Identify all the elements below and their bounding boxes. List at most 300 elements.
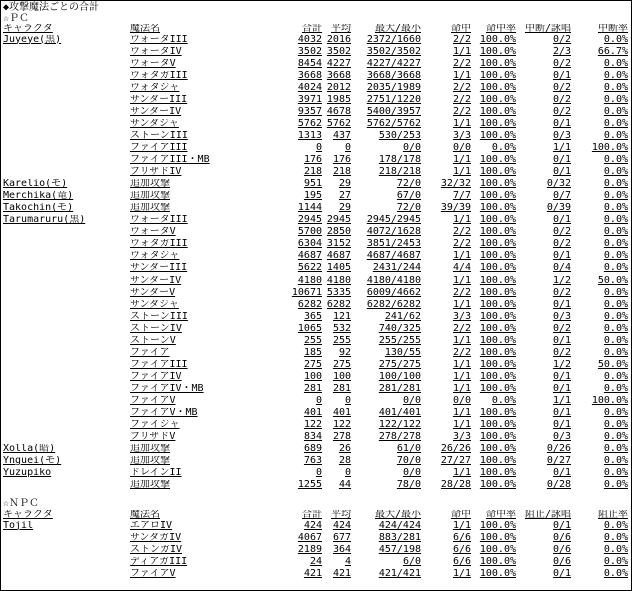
average-cell: 532: [332, 323, 351, 334]
average-cell: 6282: [326, 299, 351, 310]
total-cell: 1313: [297, 130, 322, 141]
interrupt-rate-cell: 0.0%: [603, 371, 628, 382]
hit-rate-cell: 100.0%: [479, 359, 516, 370]
max-min-cell: 883/281: [378, 532, 421, 543]
header-spell: 魔法名: [130, 510, 160, 520]
max-min-cell: 457/198: [378, 544, 421, 555]
header-hit: 命中: [451, 510, 471, 520]
average-cell: 4678: [326, 106, 351, 117]
max-min-cell: 122/122: [378, 420, 421, 431]
hit-rate-cell: 100.0%: [479, 347, 516, 358]
total-cell: 834: [303, 432, 322, 443]
report-title: ◆攻撃魔法ごとの合計: [3, 2, 100, 13]
hit-cell: 6/6: [452, 556, 471, 567]
spell-cell: 追加攻撃: [130, 203, 170, 214]
interrupt-rate-cell: 0.0%: [603, 323, 628, 334]
table-row: [1, 239, 631, 250]
average-cell: 278: [332, 432, 351, 443]
hit-rate-cell: 100.0%: [479, 383, 516, 394]
max-min-cell: 530/253: [378, 130, 421, 141]
max-min-cell: 255/255: [378, 335, 421, 346]
hit-cell: 2/2: [452, 347, 471, 358]
max-min-cell: 5400/3957: [366, 106, 421, 117]
total-cell: 0: [315, 142, 322, 153]
max-min-cell: 401/401: [378, 408, 421, 419]
total-cell: 10671: [291, 287, 322, 298]
interrupt-cast-cell: 1/2: [552, 359, 571, 370]
hit-rate-cell: 100.0%: [479, 82, 516, 93]
hit-rate-cell: 100.0%: [479, 46, 516, 57]
hit-rate-cell: 0.0%: [491, 142, 516, 153]
total-cell: 185: [303, 347, 322, 358]
table-row: [1, 408, 631, 419]
hit-rate-cell: 100.0%: [479, 444, 516, 455]
table-row: [1, 300, 631, 311]
max-min-cell: 2035/1989: [366, 82, 421, 93]
hit-rate-cell: 100.0%: [479, 532, 516, 543]
max-min-cell: 218/218: [378, 167, 421, 178]
spell-cell: ストーンIII: [130, 311, 188, 322]
total-cell: 6304: [297, 239, 322, 250]
interrupt-rate-cell: 0.0%: [603, 456, 628, 467]
hit-rate-cell: 100.0%: [479, 263, 516, 274]
hit-rate-cell: 100.0%: [479, 275, 516, 286]
hit-rate-cell: 100.0%: [479, 118, 516, 129]
max-min-cell: 130/55: [384, 347, 421, 358]
table-row: [1, 480, 631, 491]
interrupt-rate-cell: 0.0%: [603, 82, 628, 93]
table-row: [1, 227, 631, 238]
average-cell: 92: [338, 347, 351, 358]
interrupt-rate-cell: 0.0%: [603, 34, 628, 45]
table-row: [1, 167, 631, 178]
table-row: [1, 47, 631, 58]
interrupt-cast-cell: 1/1: [552, 142, 571, 153]
hit-rate-cell: 100.0%: [479, 287, 516, 298]
interrupt-rate-cell: 0.0%: [603, 468, 628, 479]
hit-cell: 1/1: [452, 335, 471, 346]
header-block-rate: 阻止率: [598, 510, 628, 520]
total-cell: 176: [303, 155, 322, 165]
average-cell: 3152: [326, 239, 351, 250]
hit-cell: 1/1: [452, 520, 471, 531]
max-min-cell: 178/178: [378, 155, 421, 165]
interrupt-cast-cell: 0/2: [552, 106, 571, 117]
max-min-cell: 3668/3668: [366, 70, 421, 81]
max-min-cell: 2751/1220: [366, 94, 421, 105]
character-cell: Xolla(暗): [3, 444, 56, 455]
hit-cell: 6/6: [452, 544, 471, 555]
average-cell: 100: [332, 371, 351, 382]
table-row: [1, 191, 631, 202]
table-row: [1, 569, 631, 580]
hit-rate-cell: 100.0%: [479, 520, 516, 531]
total-cell: 0: [315, 396, 322, 406]
interrupt-cast-cell: 0/3: [552, 432, 571, 443]
hit-cell: 1/1: [452, 383, 471, 394]
header-hit: 命中: [451, 24, 471, 34]
header-spell: 魔法名: [130, 24, 160, 34]
max-min-cell: 2372/1660: [366, 34, 421, 45]
pc-header-row: [1, 24, 631, 35]
interrupt-cast-cell: 0/2: [552, 287, 571, 298]
hit-cell: 1/1: [452, 568, 471, 579]
total-cell: 2945: [297, 215, 322, 226]
table-row: [1, 384, 631, 395]
max-min-cell: 4180/4180: [366, 275, 421, 286]
header-block-cast: 阻止/詠唱: [524, 510, 571, 520]
interrupt-rate-cell: 0.0%: [603, 130, 628, 141]
interrupt-rate-cell: 0.0%: [603, 106, 628, 117]
total-cell: 4180: [297, 275, 322, 286]
header-max-min: 最大/最小: [374, 510, 421, 520]
average-cell: 4687: [326, 251, 351, 262]
interrupt-cast-cell: 0/1: [552, 371, 571, 382]
average-cell: 677: [332, 532, 351, 543]
hit-rate-cell: 100.0%: [479, 544, 516, 555]
max-min-cell: 0/0: [402, 142, 421, 153]
max-min-cell: 241/62: [384, 311, 421, 322]
table-row: [1, 143, 631, 154]
spell-cell: ウォタガIII: [130, 239, 188, 250]
table-row: [1, 288, 631, 299]
hit-rate-cell: 100.0%: [479, 106, 516, 117]
table-row: [1, 59, 631, 70]
average-cell: 4227: [326, 58, 351, 69]
total-cell: 424: [303, 520, 322, 531]
interrupt-cast-cell: 0/1: [552, 167, 571, 178]
table-row: [1, 336, 631, 347]
total-cell: 689: [303, 444, 322, 455]
spell-cell: 追加攻撃: [130, 191, 170, 202]
interrupt-rate-cell: 100.0%: [591, 396, 628, 406]
table-row: [1, 533, 631, 544]
total-cell: 281: [303, 383, 322, 394]
average-cell: 421: [332, 568, 351, 579]
header-average: 平均: [331, 24, 351, 34]
interrupt-rate-cell: 0.0%: [603, 203, 628, 214]
table-row: [1, 251, 631, 262]
spell-cell: ウォータIII: [130, 34, 188, 45]
interrupt-rate-cell: 0.0%: [603, 408, 628, 419]
total-cell: 4067: [297, 532, 322, 543]
average-cell: 3668: [326, 70, 351, 81]
max-min-cell: 4227/4227: [366, 58, 421, 69]
interrupt-cast-cell: 0/2: [552, 323, 571, 334]
average-cell: 401: [332, 408, 351, 419]
spell-cell: ストーンIV: [130, 323, 182, 334]
interrupt-rate-cell: 0.0%: [603, 155, 628, 165]
hit-cell: 4/4: [452, 263, 471, 274]
hit-rate-cell: 100.0%: [479, 420, 516, 431]
character-cell: Juyeye(黒): [3, 34, 62, 45]
interrupt-rate-cell: 0.0%: [603, 520, 628, 531]
header-character: キャラクタ: [3, 24, 53, 34]
interrupt-cast-cell: 1/2: [552, 275, 571, 286]
hit-rate-cell: 100.0%: [479, 239, 516, 250]
total-cell: 1255: [297, 480, 322, 491]
spell-cell: 追加攻撃: [130, 480, 170, 491]
max-min-cell: 281/281: [378, 383, 421, 394]
spell-cell: ファイアIII: [130, 359, 188, 370]
table-row: [1, 276, 631, 287]
hit-cell: 2/2: [452, 106, 471, 117]
hit-cell: 2/2: [452, 239, 471, 250]
max-min-cell: 740/325: [378, 323, 421, 334]
hit-rate-cell: 100.0%: [479, 432, 516, 443]
hit-rate-cell: 100.0%: [479, 203, 516, 214]
max-min-cell: 424/424: [378, 520, 421, 531]
max-min-cell: 275/275: [378, 359, 421, 370]
average-cell: 275: [332, 359, 351, 370]
table-row: [1, 557, 631, 568]
header-average: 平均: [331, 510, 351, 520]
hit-cell: 27/27: [440, 456, 471, 467]
table-row: [1, 521, 631, 532]
table-row: [1, 372, 631, 383]
table-row: [1, 444, 631, 455]
table-row: [1, 215, 631, 226]
interrupt-rate-cell: 66.7%: [597, 46, 628, 57]
average-cell: 2945: [326, 215, 351, 226]
interrupt-rate-cell: 0.0%: [603, 335, 628, 346]
spell-cell: ストンガIV: [130, 544, 183, 555]
total-cell: 255: [303, 335, 322, 346]
average-cell: 5335: [326, 287, 351, 298]
character-cell: Tojil: [3, 520, 34, 531]
total-cell: 3502: [297, 46, 322, 57]
interrupt-rate-cell: 0.0%: [603, 480, 628, 491]
table-row: [1, 131, 631, 142]
total-cell: 763: [303, 456, 322, 467]
hit-rate-cell: 100.0%: [479, 167, 516, 178]
hit-rate-cell: 100.0%: [479, 215, 516, 226]
spell-cell: 追加攻撃: [130, 444, 170, 455]
hit-rate-cell: 100.0%: [479, 408, 516, 419]
total-cell: 195: [303, 191, 322, 202]
interrupt-rate-cell: 0.0%: [603, 251, 628, 262]
hit-cell: 1/1: [452, 371, 471, 382]
hit-rate-cell: 100.0%: [479, 34, 516, 45]
spell-cell: ファイアIV: [130, 371, 182, 382]
average-cell: 44: [338, 480, 351, 491]
spell-cell: ウォータV: [130, 227, 176, 238]
table-row: [1, 468, 631, 479]
hit-rate-cell: 100.0%: [479, 556, 516, 567]
interrupt-cast-cell: 0/6: [552, 532, 571, 543]
interrupt-cast-cell: 1/1: [552, 396, 571, 406]
hit-cell: 1/1: [452, 215, 471, 226]
hit-rate-cell: 100.0%: [479, 58, 516, 69]
hit-cell: 1/1: [452, 155, 471, 165]
interrupt-rate-cell: 0.0%: [603, 118, 628, 129]
average-cell: 2012: [326, 82, 351, 93]
character-cell: Merchika(竜): [3, 191, 74, 202]
total-cell: 1144: [297, 203, 322, 214]
interrupt-cast-cell: 0/2: [552, 58, 571, 69]
total-cell: 2189: [297, 544, 322, 555]
header-hit-rate: 命中率: [486, 24, 516, 34]
max-min-cell: 2945/2945: [366, 215, 421, 226]
interrupt-rate-cell: 0.0%: [603, 532, 628, 543]
max-min-cell: 3502/3502: [366, 46, 421, 57]
spell-cell: ファイアIII・MB: [130, 155, 210, 165]
table-row: [1, 203, 631, 214]
table-row: [1, 155, 631, 166]
max-min-cell: 3851/2453: [366, 239, 421, 250]
interrupt-rate-cell: 0.0%: [603, 432, 628, 443]
average-cell: 176: [332, 155, 351, 165]
max-min-cell: 0/0: [402, 468, 421, 479]
npc-header-row: [1, 510, 631, 521]
interrupt-rate-cell: 0.0%: [603, 444, 628, 455]
npc-section-label: ☆ＮＰＣ: [3, 498, 40, 509]
interrupt-cast-cell: 0/7: [552, 191, 571, 202]
hit-cell: 2/2: [452, 323, 471, 334]
hit-cell: 1/1: [452, 408, 471, 419]
interrupt-rate-cell: 0.0%: [603, 179, 628, 190]
header-interrupt-rate: 中断率: [598, 24, 628, 34]
interrupt-rate-cell: 50.0%: [597, 275, 628, 286]
interrupt-rate-cell: 0.0%: [603, 167, 628, 178]
max-min-cell: 78/0: [396, 480, 421, 491]
spell-cell: サンダジャ: [130, 299, 179, 310]
spell-cell: エアロIV: [130, 520, 173, 531]
average-cell: 121: [332, 311, 351, 322]
spell-cell: ウォタガIII: [130, 70, 188, 81]
spell-cell: ファイアIII: [130, 142, 188, 153]
character-cell: Tarumaruru(黒): [3, 215, 86, 226]
total-cell: 365: [303, 311, 322, 322]
interrupt-rate-cell: 0.0%: [603, 191, 628, 202]
spell-cell: ストーンV: [130, 335, 176, 346]
spell-cell: ファイアIV・MB: [130, 383, 204, 394]
average-cell: 5762: [326, 118, 351, 129]
max-min-cell: 5762/5762: [366, 118, 421, 129]
max-min-cell: 0/0: [402, 396, 421, 406]
spell-cell: サンダーV: [130, 287, 176, 298]
average-cell: 29: [338, 203, 351, 214]
table-row: [1, 324, 631, 335]
header-hit-rate: 命中率: [486, 510, 516, 520]
max-min-cell: 61/0: [396, 444, 421, 455]
hit-rate-cell: 100.0%: [479, 179, 516, 190]
hit-cell: 32/32: [440, 179, 471, 190]
interrupt-cast-cell: 0/1: [552, 468, 571, 479]
table-row: [1, 348, 631, 359]
average-cell: 4: [344, 556, 351, 567]
interrupt-rate-cell: 0.0%: [603, 347, 628, 358]
max-min-cell: 72/0: [396, 179, 421, 190]
spell-cell: ディアガIII: [130, 556, 188, 567]
interrupt-cast-cell: 0/39: [546, 203, 571, 214]
interrupt-cast-cell: 0/1: [552, 251, 571, 262]
spell-cell: サンダーIV: [130, 275, 182, 286]
interrupt-cast-cell: 0/2: [552, 227, 571, 238]
interrupt-cast-cell: 0/27: [546, 456, 571, 467]
hit-rate-cell: 100.0%: [479, 251, 516, 262]
hit-cell: 6/6: [452, 532, 471, 543]
spell-cell: ドレインII: [130, 468, 182, 479]
hit-cell: 2/2: [452, 34, 471, 45]
hit-cell: 1/1: [452, 275, 471, 286]
interrupt-cast-cell: 0/26: [546, 444, 571, 455]
pc-section-label: ☆ＰＣ: [3, 12, 30, 24]
header-total: 合計: [302, 510, 322, 520]
spell-cell: ファイアV: [130, 568, 176, 579]
spell-cell: ブリザドIV: [130, 167, 182, 178]
spell-cell: ストーンIII: [130, 130, 188, 141]
average-cell: 29: [338, 179, 351, 190]
hit-rate-cell: 100.0%: [479, 155, 516, 165]
interrupt-cast-cell: 0/1: [552, 383, 571, 394]
interrupt-rate-cell: 0.0%: [603, 568, 628, 579]
hit-cell: 1/1: [452, 420, 471, 431]
table-row: [1, 396, 631, 407]
hit-cell: 1/1: [452, 167, 471, 178]
interrupt-rate-cell: 100.0%: [591, 142, 628, 153]
total-cell: 8454: [297, 58, 322, 69]
hit-cell: 3/3: [452, 130, 471, 141]
table-row: [1, 95, 631, 106]
interrupt-cast-cell: 0/28: [546, 480, 571, 491]
spell-cell: ファイアV: [130, 396, 176, 406]
total-cell: 24: [309, 556, 322, 567]
header-character: キャラクタ: [3, 510, 53, 520]
average-cell: 4180: [326, 275, 351, 286]
spell-cell: サンダーIII: [130, 263, 188, 274]
spell-cell: ファイアV・MB: [130, 408, 198, 419]
table-row: [1, 35, 631, 46]
interrupt-cast-cell: 0/3: [552, 130, 571, 141]
header-interrupt-cast: 中断/詠唱: [524, 24, 571, 34]
hit-cell: 2/2: [452, 94, 471, 105]
interrupt-cast-cell: 0/2: [552, 239, 571, 250]
interrupt-cast-cell: 0/1: [552, 408, 571, 419]
total-cell: 951: [303, 179, 322, 190]
average-cell: 0: [344, 468, 351, 479]
interrupt-cast-cell: 2/3: [552, 46, 571, 57]
interrupt-rate-cell: 0.0%: [603, 299, 628, 310]
table-row: [1, 83, 631, 94]
hit-rate-cell: 100.0%: [479, 335, 516, 346]
hit-cell: 1/1: [452, 118, 471, 129]
hit-cell: 1/1: [452, 251, 471, 262]
average-cell: 0: [344, 396, 351, 406]
interrupt-rate-cell: 50.0%: [597, 359, 628, 370]
total-cell: 421: [303, 568, 322, 579]
hit-cell: 1/1: [452, 359, 471, 370]
spell-cell: ウォータV: [130, 58, 176, 69]
hit-rate-cell: 100.0%: [479, 227, 516, 238]
total-cell: 3971: [297, 94, 322, 105]
hit-cell: 2/2: [452, 82, 471, 93]
interrupt-cast-cell: 0/6: [552, 556, 571, 567]
interrupt-cast-cell: 0/3: [552, 311, 571, 322]
total-cell: 3668: [297, 70, 322, 81]
hit-cell: 3/3: [452, 311, 471, 322]
total-cell: 5762: [297, 118, 322, 129]
interrupt-rate-cell: 0.0%: [603, 58, 628, 69]
total-cell: 275: [303, 359, 322, 370]
max-min-cell: 67/0: [396, 191, 421, 202]
interrupt-rate-cell: 0.0%: [603, 420, 628, 431]
max-min-cell: 421/421: [378, 568, 421, 579]
average-cell: 281: [332, 383, 351, 394]
spell-cell: サンダーIV: [130, 106, 182, 117]
hit-cell: 39/39: [440, 203, 471, 214]
average-cell: 2016: [326, 34, 351, 45]
